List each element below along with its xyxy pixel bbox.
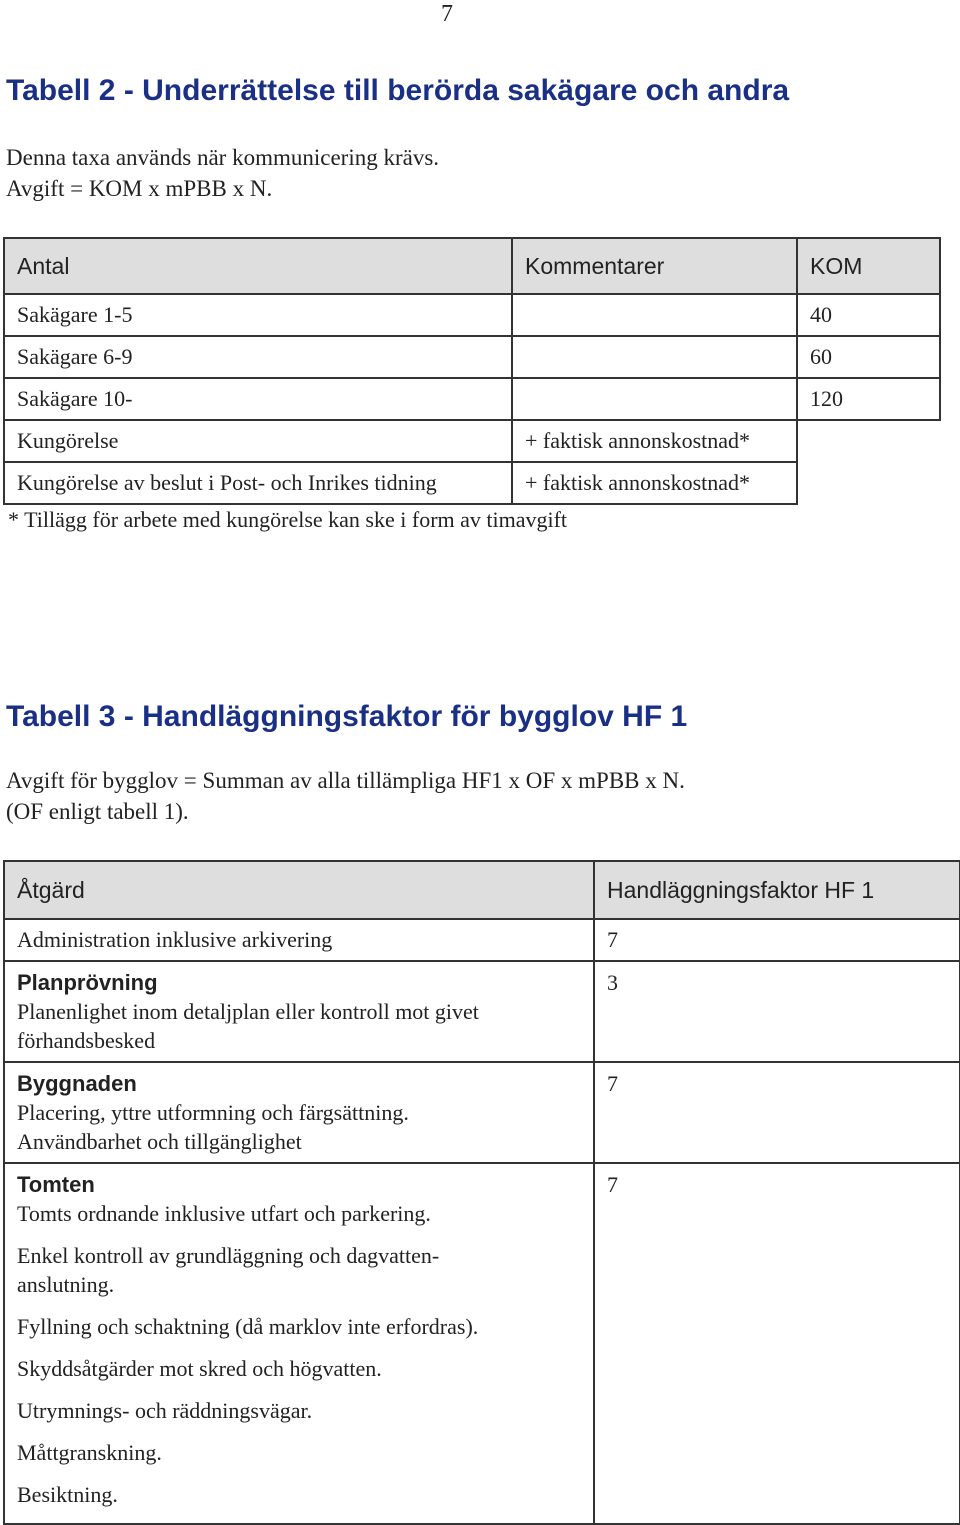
table-3-intro xyxy=(6,765,685,827)
cell-kom xyxy=(797,420,940,462)
cell-atgard xyxy=(4,961,594,1062)
table-row xyxy=(4,378,940,420)
group-line: Utrymnings- och räddningsvägar. xyxy=(17,1398,313,1423)
cell-kom xyxy=(797,462,940,504)
table-row xyxy=(4,336,940,378)
table-row xyxy=(4,420,940,462)
group-line: Måttgranskning. xyxy=(17,1440,162,1465)
notification-fee-table xyxy=(3,237,941,505)
group-line: Besiktning. xyxy=(17,1482,118,1507)
cell-kommentar: + faktisk annonskostnad* xyxy=(512,420,797,462)
cell-kom: 120 xyxy=(797,378,940,420)
column-header-antal: Antal xyxy=(4,238,512,294)
group-title: Byggnaden xyxy=(17,1071,137,1096)
cell-antal: Sakägare 10- xyxy=(4,378,512,420)
table-row xyxy=(4,462,940,504)
table-row xyxy=(4,961,960,1062)
table-3-heading: Tabell 3 - Handläggningsfaktor för bygglov HF 1 xyxy=(6,700,688,733)
cell-kom: 60 xyxy=(797,336,940,378)
group-line: anslutning. xyxy=(17,1272,115,1297)
column-header-kom: KOM xyxy=(797,238,940,294)
cell-kommentar xyxy=(512,294,797,336)
intro-line: Denna taxa används när kommunicering krävs. xyxy=(6,145,440,170)
cell-antal: Kungörelse xyxy=(4,420,512,462)
group-line: förhandsbesked xyxy=(17,1028,156,1053)
table-2-heading: Tabell 2 - Underrättelse till berörda sakägare och andra xyxy=(6,74,790,107)
intro-line: (OF enligt tabell 1). xyxy=(6,799,189,824)
table-2-footnote: * Tillägg för arbete med kungörelse kan ske i form av timavgift xyxy=(8,507,568,532)
cell-antal: Kungörelse av beslut i Post- och Inrikes tidning xyxy=(4,462,512,504)
group-line: Tomts ordnande inklusive utfart och parkering. xyxy=(17,1201,431,1226)
cell-kommentar xyxy=(512,336,797,378)
hf1-value: 7 xyxy=(607,1071,618,1096)
cell-kom: 40 xyxy=(797,294,940,336)
cell-hf1 xyxy=(594,1163,960,1524)
table-2-intro xyxy=(6,142,439,204)
cell-kommentar xyxy=(512,378,797,420)
cell-atgard xyxy=(4,1163,594,1524)
handling-factor-table xyxy=(3,860,960,1525)
cell-hf1 xyxy=(594,1062,960,1163)
hf1-value: 7 xyxy=(607,1172,618,1197)
table-header-row xyxy=(4,238,940,294)
page-number: 7 xyxy=(441,1,453,27)
group-line: Planenlighet inom detaljplan eller kontroll mot givet xyxy=(17,999,479,1024)
table-row xyxy=(4,919,960,961)
table-row xyxy=(4,1062,960,1163)
cell-hf1: 7 xyxy=(594,919,960,961)
group-line: Användbarhet och tillgänglighet xyxy=(17,1129,302,1154)
group-line: Enkel kontroll av grundläggning och dagvatten- xyxy=(17,1243,440,1268)
group-line: Placering, yttre utformning och färgsättning. xyxy=(17,1100,409,1125)
column-header-hf1: Handläggningsfaktor HF 1 xyxy=(594,861,960,919)
group-line: Fyllning och schaktning (då marklov inte erfordras). xyxy=(17,1314,479,1339)
table-row xyxy=(4,294,940,336)
cell-kommentar: + faktisk annonskostnad* xyxy=(512,462,797,504)
intro-line: Avgift för bygglov = Summan av alla tillämpliga HF1 x OF x mPBB x N. xyxy=(6,768,685,793)
column-header-kommentarer: Kommentarer xyxy=(512,238,797,294)
group-title: Planprövning xyxy=(17,970,158,995)
table-header-row xyxy=(4,861,960,919)
cell-hf1 xyxy=(594,961,960,1062)
intro-line: Avgift = KOM x mPBB x N. xyxy=(6,176,273,201)
cell-atgard xyxy=(4,1062,594,1163)
group-line: Skyddsåtgärder mot skred och högvatten. xyxy=(17,1356,382,1381)
cell-atgard: Administration inklusive arkivering xyxy=(4,919,594,961)
table-row xyxy=(4,1163,960,1524)
column-header-atgard: Åtgärd xyxy=(4,861,594,919)
group-title: Tomten xyxy=(17,1172,95,1197)
cell-antal: Sakägare 6-9 xyxy=(4,336,512,378)
hf1-value: 3 xyxy=(607,970,618,995)
cell-antal: Sakägare 1-5 xyxy=(4,294,512,336)
